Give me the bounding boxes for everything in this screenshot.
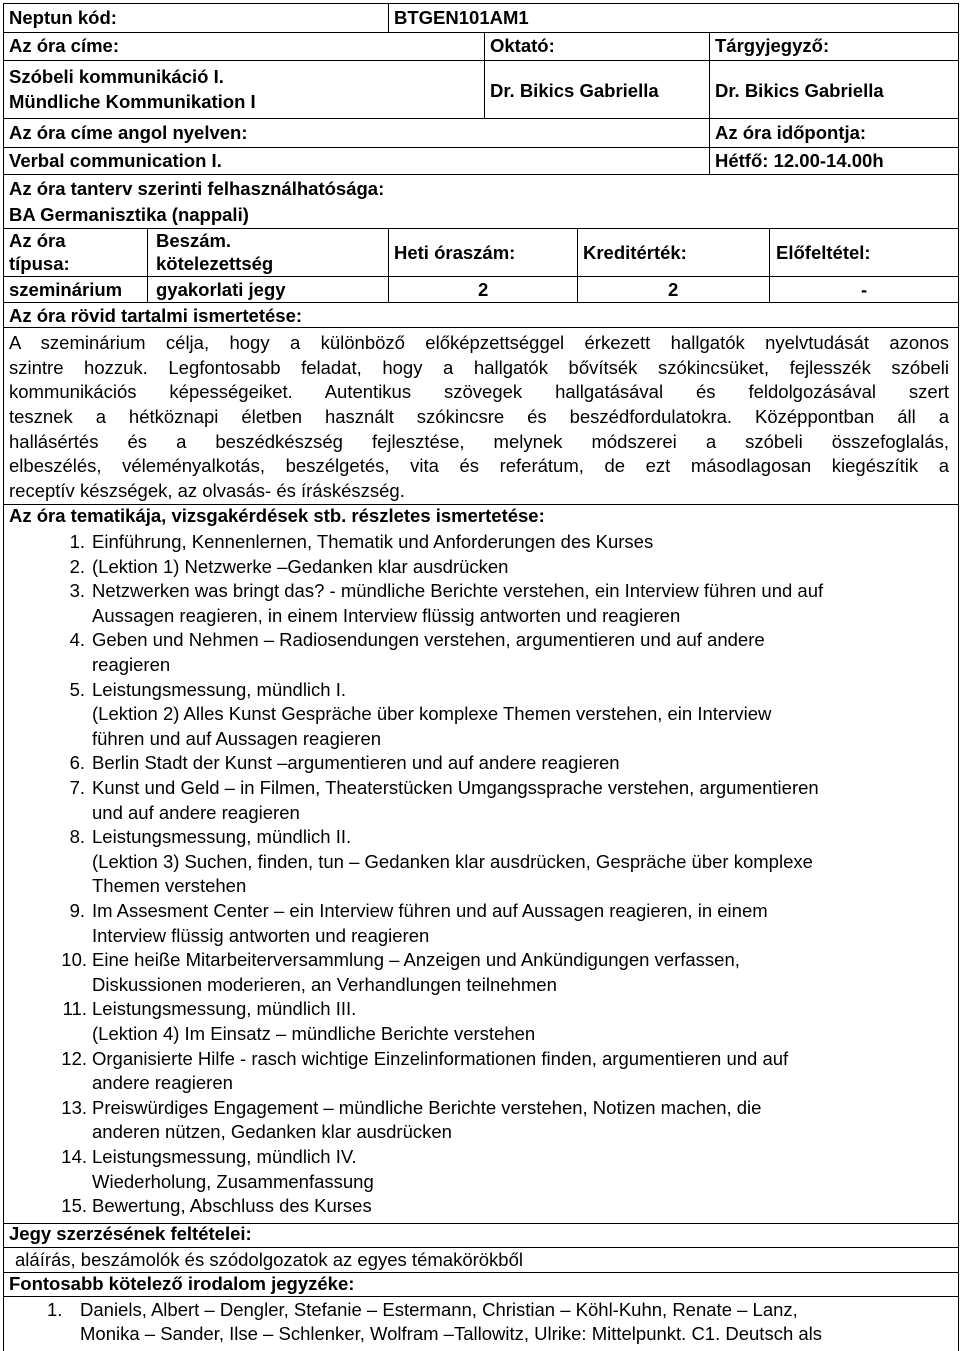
topic-text: Im Assesment Center – ein Interview führen und auf Aussagen reagieren, in einem [92, 900, 768, 921]
report-type: gyakorlati jegy [156, 279, 286, 300]
topic-text: Einführung, Kennenlernen, Thematik und Anforderungen des Kurses [92, 531, 654, 552]
topic-number: 5. [69, 678, 85, 700]
summary-line: kommunikációs képességeiket. Autentikus szövegek hallgatásával és feldolgozásával szert [9, 381, 949, 403]
row-divider [4, 147, 958, 148]
topic-text: Geben und Nehmen – Radiosendungen verstehen, argumentieren und auf andere [92, 629, 765, 651]
literature-heading: Fontosabb kötelező irodalom jegyzéke: [9, 1273, 355, 1294]
col-divider [769, 228, 770, 302]
literature-line: Daniels, Albert – Dengler, Stefanie – Estermann, Christian – Köhl-Kuhn, Renate – Lanz, [80, 1299, 798, 1320]
instructor-name: Dr. Bikics Gabriella [490, 80, 659, 101]
topic-text: Preiswürdiges Engagement – mündliche Berichte verstehen, Notizen machen, die [92, 1096, 762, 1118]
topic-number: 9. [69, 900, 85, 921]
usability-value: BA Germanisztika (nappali) [9, 204, 249, 225]
topic-number: 3. [69, 580, 85, 602]
summary-line: tesznek a hétköznapi életben használt szókincsre és beszédfordulatokra. Középpontban áll a [9, 406, 949, 428]
course-title-hu: Szóbeli kommunikáció I. [9, 66, 224, 87]
summary-line: elbeszélés, véleményalkotás, beszélgetés, vita és referátum, de ezt másodlagosan kiegészítik a [9, 455, 949, 477]
literature-item-number: 1. [47, 1299, 63, 1320]
topic-text: Diskussionen moderieren, an Verhandlungen teilnehmen [92, 973, 557, 995]
prereq-value: - [861, 279, 868, 300]
row-divider [4, 174, 958, 175]
course-title-de: Mündliche Kommunikation I [9, 91, 256, 112]
row-divider [4, 118, 958, 119]
row-divider [4, 1296, 958, 1297]
topic-number: 10. [61, 949, 87, 971]
topic-number: 15. [61, 1195, 87, 1217]
topic-text: Wiederholung, Zusammenfassung [92, 1170, 374, 1192]
row-divider [4, 32, 958, 33]
responsible-label: Tárgyjegyző: [715, 35, 830, 56]
topic-text: Leistungsmessung, mündlich II. [92, 826, 352, 848]
topic-number: 7. [69, 777, 85, 798]
type-label-line2: típusa: [9, 253, 70, 274]
topic-text: (Lektion 4) Im Einsatz – mündliche Berichte verstehen [92, 1022, 536, 1044]
topic-number: 1. [69, 531, 85, 552]
col-divider [388, 228, 389, 302]
grading-heading: Jegy szerzésének feltételei: [9, 1223, 252, 1244]
report-label-line2: kötelezettség [156, 253, 274, 274]
summary-paragraph [9, 331, 949, 504]
course-type: szeminárium [9, 279, 123, 300]
topic-text: anderen nützen, Gedanken klar ausdrücken [92, 1121, 452, 1143]
report-label-line1: Beszám. [156, 230, 232, 251]
topic-text: reagieren [92, 653, 171, 675]
summary-heading: Az óra rövid tartalmi ismertetése: [9, 305, 303, 326]
topic-text: (Lektion 3) Suchen, finden, tun – Gedanken klar ausdrücken, Gespräche über komplexe [92, 850, 813, 872]
course-syllabus-document [3, 3, 959, 1351]
topic-text: Interview flüssig antworten und reagieren [92, 924, 430, 946]
topic-text: Berlin Stadt der Kunst –argumentieren und auf andere reagieren [92, 752, 620, 774]
neptun-code: BTGEN101AM1 [394, 7, 529, 28]
topic-text: führen und auf Aussagen reagieren [92, 727, 382, 749]
topic-text: und auf andere reagieren [92, 801, 300, 823]
topic-number: 2. [69, 555, 85, 577]
hours-label: Heti óraszám: [394, 242, 516, 263]
topic-number: 11. [62, 998, 87, 1020]
topic-number: 13. [61, 1096, 87, 1118]
topic-number: 14. [61, 1146, 87, 1167]
title-label: Az óra címe: [9, 35, 120, 56]
topic-number: 6. [69, 752, 85, 774]
topic-text: Bewertung, Abschluss des Kurses [92, 1195, 372, 1217]
summary-line: szintre hozzuk. Legfontosabb feladat, hogy a hallgatók bővítsék szókincsüket, fejlesszék szóbeli [9, 356, 949, 378]
topic-text: Leistungsmessung, mündlich IV. [92, 1146, 357, 1167]
col-divider [709, 32, 710, 175]
topic-text: Aussagen reagieren, in einem Interview flüssig antworten und reagieren [92, 604, 681, 626]
summary-line: A szeminárium célja, hogy a különböző előképzettséggel érkezett hallgatók nyelvtudását azonos [9, 332, 949, 353]
literature-line: Monika – Sander, Ilse – Schlenker, Wolfram –Tallowitz, Ulrike: Mittelpunkt. C1. Deutsch als [80, 1323, 823, 1344]
topic-text: Organisierte Hilfe - rasch wichtige Einzelinformationen finden, argumentieren und auf [92, 1047, 789, 1069]
summary-line: hallásértés és a beszédkészség fejlesztése, melynek módszerei a szóbeli összefoglalás, [9, 430, 949, 452]
topic-text: Themen verstehen [92, 875, 247, 897]
english-title: Verbal communication I. [9, 150, 222, 171]
responsible-name: Dr. Bikics Gabriella [715, 80, 884, 101]
credit-value: 2 [668, 279, 679, 300]
course-time: Hétfő: 12.00-14.00h [715, 150, 884, 171]
summary-line: receptív készségek, az olvasás- és íráskészség. [9, 480, 405, 502]
usability-label: Az óra tanterv szerinti felhasználhatósága: [9, 178, 385, 199]
col-divider [147, 228, 148, 302]
topic-text: Leistungsmessung, mündlich III. [92, 998, 357, 1020]
topic-number: 8. [69, 826, 85, 848]
topics-heading: Az óra tematikája, vizsgakérdések stb. részletes ismertetése: [9, 505, 545, 526]
grading-text: aláírás, beszámolók és szódolgozatok az egyes témakörökből [15, 1249, 523, 1270]
credit-label: Kreditérték: [583, 242, 687, 263]
row-divider [4, 302, 958, 303]
english-title-label: Az óra címe angol nyelven: [9, 122, 248, 143]
topic-text: (Lektion 1) Netzwerke –Gedanken klar ausdrücken [92, 555, 509, 577]
col-divider [388, 4, 389, 32]
type-label-line1: Az óra [9, 230, 66, 251]
topic-text: Kunst und Geld – in Filmen, Theaterstücken Umgangssprache verstehen, argumentieren [92, 777, 819, 798]
topic-text: Eine heiße Mitarbeiterversammlung – Anzeigen und Ankündigungen verfassen, [92, 949, 740, 971]
row-divider [4, 1247, 958, 1248]
topic-text: (Lektion 2) Alles Kunst Gespräche über komplexe Themen verstehen, ein Interview [92, 703, 772, 725]
prereq-label: Előfeltétel: [776, 242, 871, 263]
weekly-hours: 2 [478, 279, 489, 300]
col-divider [577, 228, 578, 302]
topic-number: 12. [61, 1047, 87, 1069]
instructor-label: Oktató: [490, 35, 555, 56]
topic-text: andere reagieren [92, 1072, 233, 1094]
topic-text: Netzwerken was bringt das? - mündliche Berichte verstehen, ein Interview führen und auf [92, 580, 824, 602]
row-divider [4, 60, 958, 61]
time-label: Az óra időpontja: [715, 122, 867, 143]
neptun-label: Neptun kód: [9, 7, 117, 28]
topic-text: Leistungsmessung, mündlich I. [92, 678, 346, 700]
col-divider [484, 32, 485, 118]
topic-number: 4. [69, 629, 85, 651]
row-divider [4, 327, 958, 328]
